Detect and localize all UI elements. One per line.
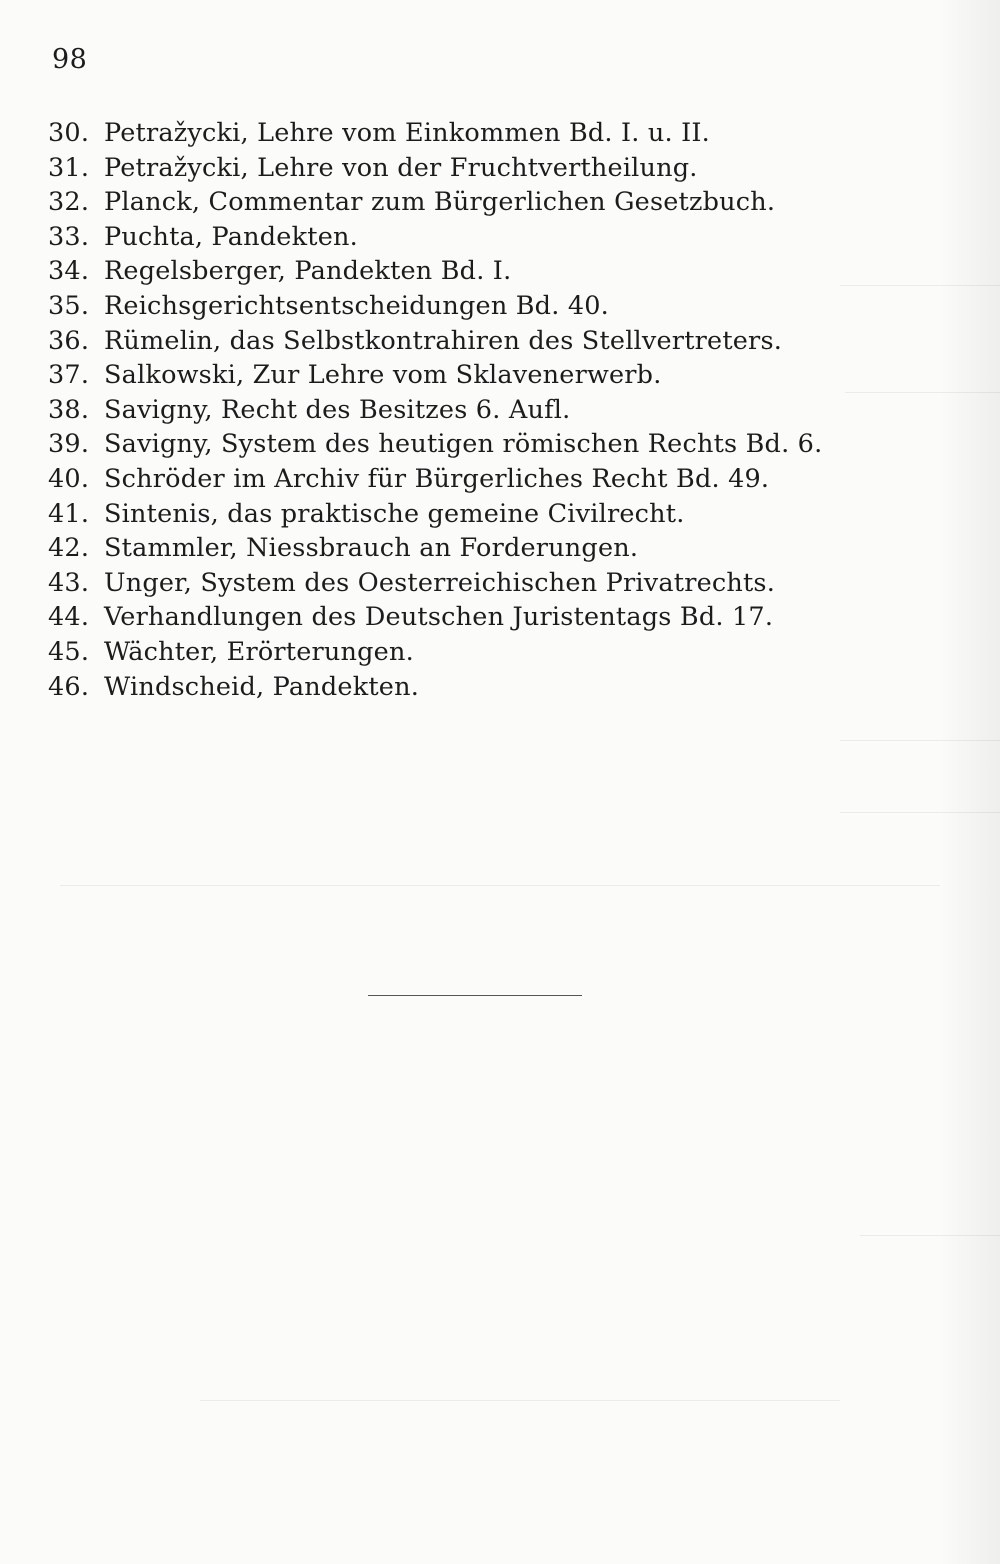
entry-text: Reichsgerichtsentscheidungen Bd. 40. [104, 290, 609, 321]
list-item [48, 116, 948, 151]
entry-number: 42. [48, 533, 90, 564]
entry-number: 32. [48, 187, 90, 218]
list-item [48, 497, 948, 532]
list-item [48, 151, 948, 186]
entry-number: 33. [48, 221, 90, 252]
list-item [48, 531, 948, 566]
list-item [48, 185, 948, 220]
entry-number: 37. [48, 360, 90, 391]
entry-number: 38. [48, 394, 90, 425]
entry-text: Schröder im Archiv für Bürgerliches Recht Bd. 49. [104, 463, 770, 494]
entry-text: Savigny, System des heutigen römischen Rechts Bd. 6. [104, 429, 823, 460]
entry-number: 40. [48, 463, 90, 494]
entry-number: 31. [48, 152, 90, 183]
entry-number: 34. [48, 256, 90, 287]
entry-number: 43. [48, 567, 90, 598]
page-number: 98 [52, 44, 88, 75]
list-item [48, 358, 948, 393]
entry-text: Windscheid, Pandekten. [104, 671, 420, 702]
entry-text: Sintenis, das praktische gemeine Civilrecht. [104, 498, 685, 529]
entry-text: Salkowski, Zur Lehre vom Sklavenerwerb. [104, 360, 662, 391]
entry-number: 45. [48, 636, 90, 667]
entry-text: Puchta, Pandekten. [104, 221, 358, 252]
list-item [48, 220, 948, 255]
bibliography-list [48, 116, 948, 704]
entry-text: Wächter, Erörterungen. [104, 636, 414, 667]
entry-text: Petražycki, Lehre vom Einkommen Bd. I. u. II. [104, 118, 710, 148]
list-item [48, 427, 948, 462]
entry-number: 35. [48, 290, 90, 321]
entry-number: 41. [48, 498, 90, 529]
entry-text: Petražycki, Lehre von der Fruchtvertheilung. [104, 152, 698, 183]
list-item [48, 462, 948, 497]
list-item [48, 635, 948, 670]
entry-number: 44. [48, 602, 90, 633]
entry-number: 36. [48, 325, 90, 356]
entry-text: Savigny, Recht des Besitzes 6. Aufl. [104, 394, 571, 425]
list-item [48, 670, 948, 705]
entry-text: Planck, Commentar zum Bürgerlichen Gesetzbuch. [104, 187, 776, 218]
entry-number: 39. [48, 429, 90, 460]
entry-text: Verhandlungen des Deutschen Juristentags Bd. 17. [104, 602, 774, 633]
list-item [48, 566, 948, 601]
list-item [48, 600, 948, 635]
list-item [48, 393, 948, 428]
entry-text: Regelsberger, Pandekten Bd. I. [104, 256, 512, 287]
entry-text: Stammler, Niessbrauch an Forderungen. [104, 533, 639, 564]
list-item [48, 254, 948, 289]
entry-text: Rümelin, das Selbstkontrahiren des Stellvertreters. [104, 325, 783, 356]
entry-number: 30. [48, 118, 90, 148]
entry-number: 46. [48, 671, 90, 702]
list-item [48, 289, 948, 324]
entry-text: Unger, System des Oesterreichischen Privatrechts. [104, 567, 776, 598]
section-divider [368, 995, 582, 996]
list-item [48, 324, 948, 359]
